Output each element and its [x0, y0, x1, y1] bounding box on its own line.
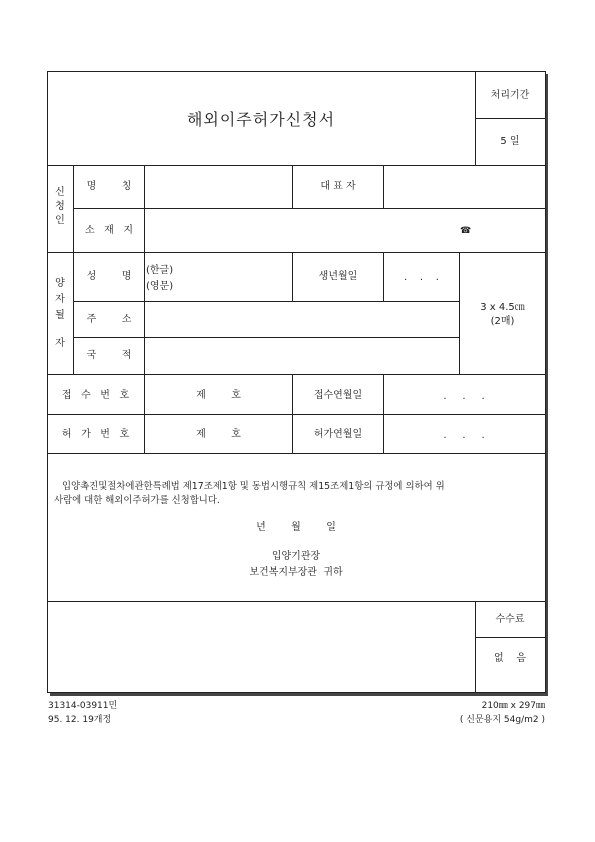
receipt-date-label: 접수연월일: [313, 390, 363, 401]
processing-period-value: 5 일: [500, 136, 520, 147]
paper-type: ( 신문용지 54g/m2 ): [459, 715, 545, 725]
receipt-number-field[interactable]: 제 호: [196, 390, 241, 401]
row-divider: [475, 637, 545, 638]
form-title: 해외이주허가신청서: [186, 110, 336, 129]
applicant-address-field[interactable]: [145, 209, 445, 252]
permit-date-field[interactable]: . . .: [443, 430, 485, 441]
paper-size: 210㎜ x 297㎜: [481, 701, 545, 711]
row-divider: [47, 601, 545, 602]
revision-date: 95. 12. 19개정: [48, 715, 112, 725]
photo-size-label: 3 x 4.5㎝: [480, 302, 525, 313]
adoption-agency-head: 입양기관장: [271, 551, 321, 562]
receipt-number-label: 접 수 번 호: [61, 390, 130, 401]
row-divider: [47, 414, 545, 415]
adoptee-section-label: 양 자 될 자: [55, 278, 65, 349]
row-divider: [47, 374, 545, 375]
row-divider: [47, 453, 545, 454]
statement-line-2: 사람에 대한 해외이주허가를 신청합니다.: [54, 495, 220, 506]
adoptee-address-field[interactable]: [145, 302, 459, 337]
col-divider: [73, 165, 74, 375]
fee-value: 없 음: [493, 653, 527, 664]
col-divider: [383, 374, 384, 454]
birth-date-field[interactable]: . . .: [404, 272, 439, 283]
adoptee-name-field[interactable]: [180, 253, 292, 301]
col-divider: [292, 374, 293, 454]
permit-number-field[interactable]: 제 호: [196, 429, 241, 440]
form-code: 31314-03911민: [48, 701, 118, 711]
representative-field[interactable]: [384, 166, 544, 208]
nationality-field[interactable]: [145, 338, 459, 374]
applicant-name-label: 명 칭: [86, 181, 132, 192]
row-divider: [475, 118, 545, 119]
birth-date-label: 생년월일: [318, 271, 358, 282]
receipt-date-field[interactable]: . . .: [443, 391, 485, 402]
processing-period-label: 처리기간: [490, 90, 530, 101]
permit-number-label: 허 가 번 호: [61, 429, 130, 440]
statement-line-1: 입양촉진및절차에관한특례법 제17조제1항 및 동법시행규칙 제15조제1항의 규정에 의하여 위: [62, 481, 445, 492]
adoptee-name-hangul-label: (한글): [146, 265, 174, 276]
recipient-minister: 보건복지부장관 귀하: [249, 567, 343, 578]
nationality-label: 국 적: [86, 350, 132, 361]
col-divider: [475, 71, 476, 166]
permit-date-label: 허가연월일: [313, 429, 363, 440]
statement-date[interactable]: 년 월 일: [256, 522, 336, 533]
representative-label: 대 표 자: [320, 181, 356, 192]
row-divider: [47, 252, 545, 253]
adoptee-name-english-label: (영문): [146, 281, 174, 292]
applicant-address-label: 소 재 지: [84, 225, 134, 236]
adoptee-address-label: 주 소: [86, 314, 132, 325]
frame-shadow-bottom: [50, 693, 548, 696]
applicant-name-field[interactable]: [145, 166, 292, 208]
adoptee-name-label: 성 명: [86, 271, 132, 282]
phone-icon: ☎: [460, 226, 472, 236]
photo-count-label: (2매): [490, 316, 515, 327]
fee-label: 수수료: [495, 614, 525, 625]
applicant-section-label: 신 청 인: [55, 187, 65, 226]
